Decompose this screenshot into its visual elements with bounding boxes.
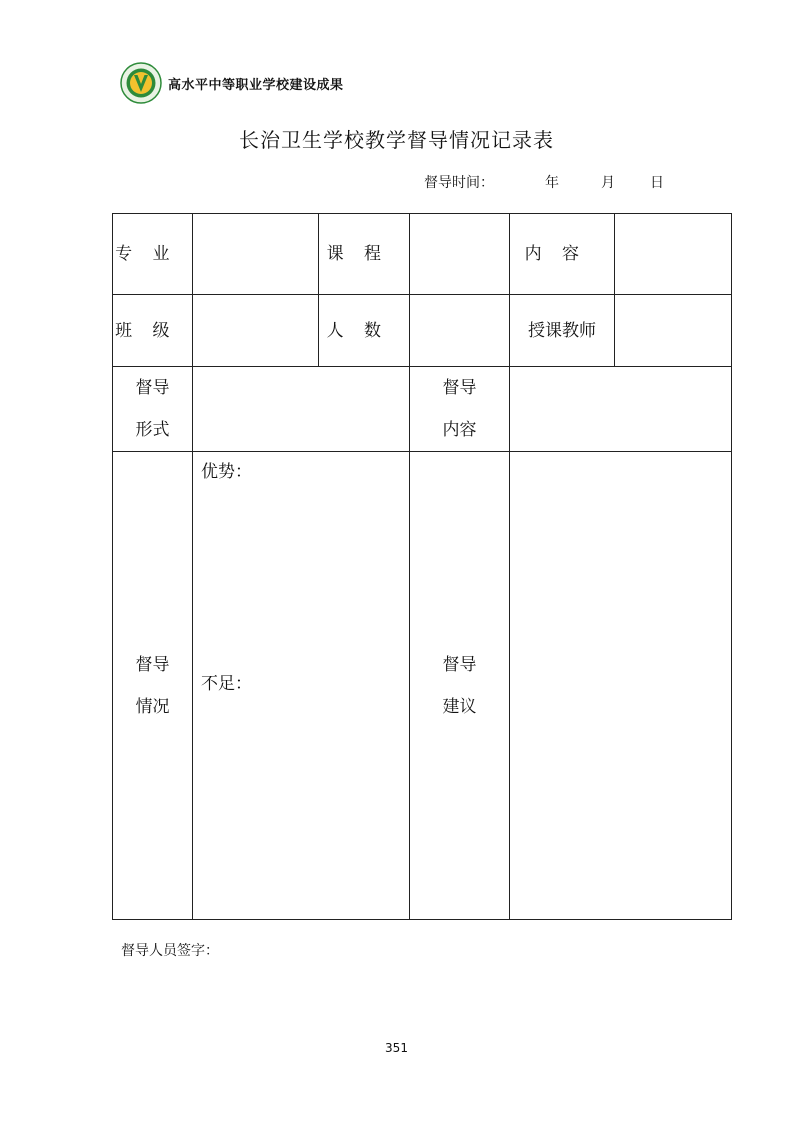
supervise-content-value-cell[interactable] [510, 367, 732, 452]
date-year-label: 年 [545, 175, 559, 191]
content-value-cell[interactable] [615, 214, 732, 295]
header-text: 高水平中等职业学校建设成果 [168, 77, 344, 93]
course-value-cell[interactable] [410, 214, 510, 295]
advantage-label: 优势： [201, 462, 252, 482]
document-header [120, 62, 344, 104]
major-label-cell [113, 214, 193, 295]
situation-label-line2: 情况 [135, 696, 170, 717]
count-label: 人数 [326, 320, 402, 341]
form-label-line2: 形式 [135, 420, 170, 440]
situation-value-cell[interactable] [193, 452, 410, 920]
supervise-content-label-line2: 内容 [442, 420, 477, 440]
form-value-cell[interactable] [193, 367, 410, 452]
form-label-cell [113, 367, 193, 452]
page-title: 长治卫生学校教学督导情况记录表 [239, 128, 554, 152]
date-label: 督导时间： [424, 175, 494, 191]
signature-label: 督导人员签字： [121, 943, 219, 959]
teacher-label-cell [510, 295, 615, 367]
major-value-cell[interactable] [193, 214, 319, 295]
suggestion-label-cell [410, 452, 510, 920]
count-label-cell [319, 295, 410, 367]
situation-label-cell [113, 452, 193, 920]
date-day-label: 日 [650, 175, 664, 191]
supervision-record-table [112, 213, 732, 920]
teacher-value-cell[interactable] [615, 295, 732, 367]
class-label: 班级 [115, 320, 190, 341]
suggestion-label-line1: 督导 [442, 654, 477, 675]
suggestion-label-line2: 建议 [442, 696, 477, 717]
situation-label-line1: 督导 [135, 654, 170, 675]
teacher-label: 授课教师 [528, 320, 596, 341]
form-label-line1: 督导 [135, 378, 170, 398]
suggestion-value-cell[interactable] [510, 452, 732, 920]
school-logo-icon [120, 62, 162, 104]
content-label: 内容 [524, 244, 600, 264]
page-number: 351 [385, 1041, 408, 1055]
supervise-content-label-line1: 督导 [442, 378, 477, 398]
class-value-cell[interactable] [193, 295, 319, 367]
count-value-cell[interactable] [410, 295, 510, 367]
class-label-cell [113, 295, 193, 367]
course-label: 课程 [326, 244, 402, 264]
content-label-cell [510, 214, 615, 295]
supervise-content-label-cell [410, 367, 510, 452]
shortcoming-label: 不足： [201, 674, 252, 694]
date-month-label: 月 [601, 175, 615, 191]
major-label: 专业 [115, 244, 190, 264]
course-label-cell [319, 214, 410, 295]
